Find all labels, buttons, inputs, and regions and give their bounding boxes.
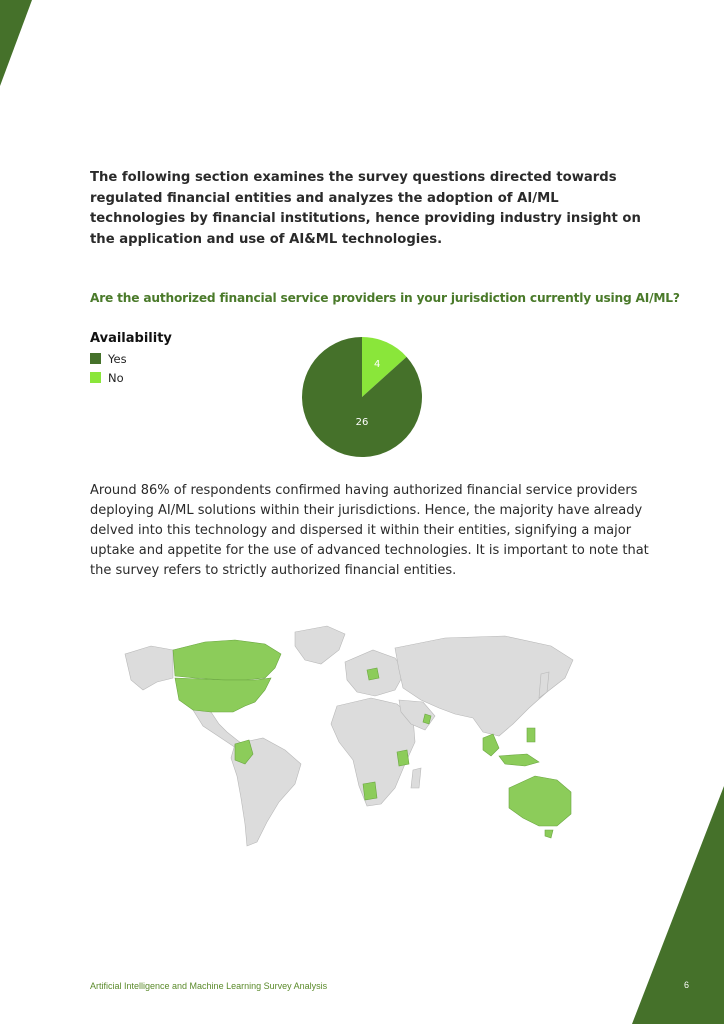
pie-label-no: 4 <box>373 359 381 371</box>
alaska-shape <box>125 646 173 690</box>
canada-highlight <box>173 640 281 680</box>
philippines-highlight <box>527 728 535 742</box>
legend-label-no: No <box>108 370 124 385</box>
kenya-highlight <box>397 750 409 766</box>
body-paragraph: Around 86% of respondents confirmed having authorized financial service providers deploying AI/ML solutions within their jurisdictions. Hence, the majority have already delved into this technology and dispersed it within their entities, signifying a major uptake and appetite for the use of advanced technologies. It is important to note that the survey refers to strictly authorized financial entities. <box>90 483 649 578</box>
legend-item-yes <box>90 349 172 368</box>
survey-question: Are the authorized financial service providers in your jurisdiction currently using AI/ML? <box>90 291 680 305</box>
intro-paragraph: The following section examines the survey questions directed towards regulated financial entities and analyzes the adoption of AI/ML technologies by financial institutions, hence providing industry insight on the application and use of AI&ML technologies. <box>90 170 641 247</box>
legend-title: Availability <box>90 331 172 346</box>
southeast-asia-highlight <box>483 734 499 756</box>
top-left-green-triangle <box>0 0 32 86</box>
legend-item-no <box>90 368 172 387</box>
bottom-right-green-triangle <box>632 786 724 1024</box>
page-number: 6 <box>684 980 690 990</box>
madagascar-shape <box>411 768 421 788</box>
greenland-shape <box>295 626 345 664</box>
world-map <box>95 620 615 855</box>
pie-label-yes: 26 <box>355 417 369 428</box>
central-europe-highlight <box>367 668 379 680</box>
legend-label-yes: Yes <box>108 351 127 366</box>
usa-highlight <box>175 678 271 712</box>
chart-legend <box>90 331 172 387</box>
pie-chart <box>300 335 424 459</box>
legend-swatch-yes <box>90 353 101 364</box>
footer-title: Artificial Intelligence and Machine Learning Survey Analysis <box>90 981 328 991</box>
legend-swatch-no <box>90 372 101 383</box>
namibia-highlight <box>363 782 377 800</box>
indonesia-highlight <box>499 754 539 766</box>
australia-highlight <box>509 776 571 826</box>
tasmania-highlight <box>545 830 553 838</box>
